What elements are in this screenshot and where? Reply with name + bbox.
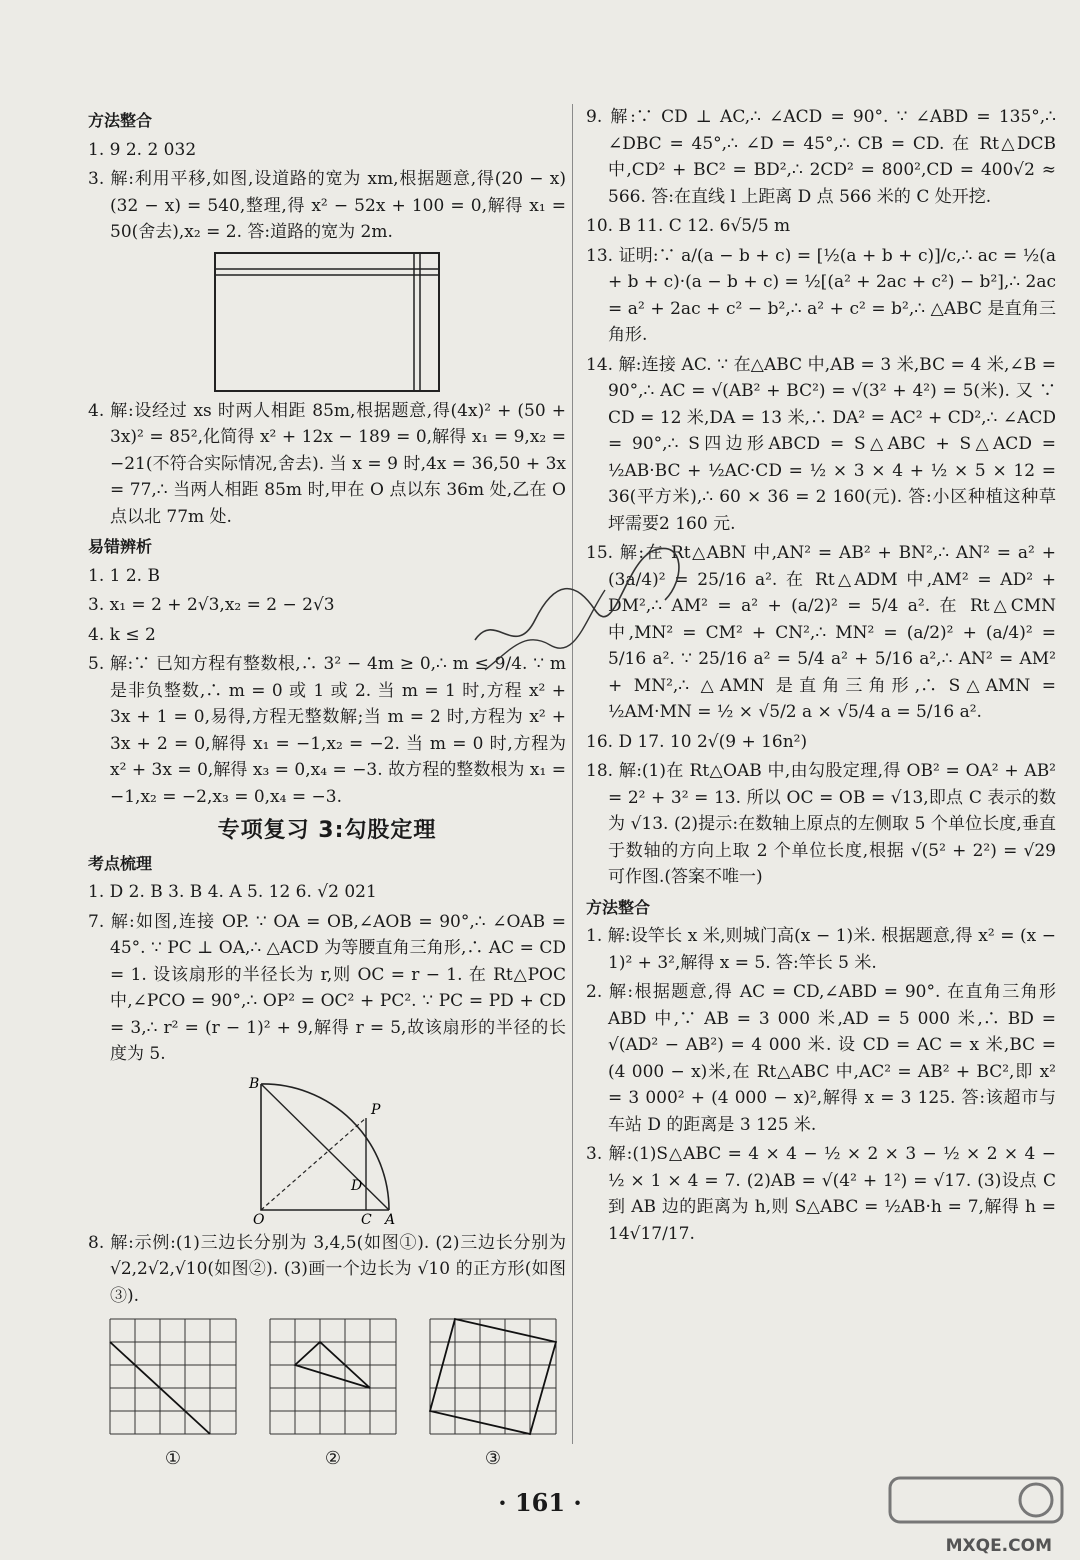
mistake-1-2: 1. 1 2. B	[88, 565, 160, 586]
point-8: 8. 解:示例:(1)三边长分别为 3,4,5(如图①). (2)三边长分别为 √2,2√2,√10(如图②). (3)画一个边长为 √10 的正方形(如图③).	[88, 1232, 566, 1306]
grid-figure-2	[268, 1317, 398, 1472]
column-divider	[572, 104, 573, 1444]
section-title-method: 方法整合	[88, 111, 153, 130]
answer-1-2: 1. 9 2. 2 032	[88, 139, 197, 160]
watermark-text: MXQE.COM	[945, 1536, 1052, 1556]
grid-label-1: ①	[164, 1447, 182, 1469]
mistake-4: 4. k ≤ 2	[88, 624, 156, 645]
method-2: 2. 解:根据题意,得 AC = CD,∠ABD = 90°. 在直角三角形 ABD 中,∵ AB = 3 000 米,AD = 5 000 米,∴ BD = √(AD² − AB²) = 4 000 米. 设 CD = AC = x 米,BC = (4 000 − x)米,在 Rt△ABC 中,AC² = AB² + BC²,即 x² = 3 000² + (4 000 − x)²,解得 x = 3 125. 答:该超市与车站 D 的距离是 3 125 米.	[586, 982, 1056, 1135]
topic-title: 专项复习 3:勾股定理	[217, 818, 437, 843]
mistake-3: 3. x₁ = 2 + 2√3,x₂ = 2 − 2√3	[88, 595, 335, 615]
grid-label-2: ②	[324, 1447, 342, 1469]
point-7: 7. 解:如图,连接 OP. ∵ OA = OB,∠AOB = 90°,∴ ∠OAB = 45°. ∵ PC ⊥ OA,∴ △ACD 为等腰直角三角形,∴ AC = CD = 1. 设该扇形的半径长为 r,则 OC = r − 1. 在 Rt△POC 中,∠PCO = 90°,∴ OP² = OC² + PC². ∵ PC = PD + CD = 3,∴ r² = (r − 1)² + 9,解得 r = 5,故该扇形的半径的长度为 5.	[88, 911, 566, 1064]
point-1-6: 1. D 2. B 3. B 4. A 5. 12 6. √2 021	[88, 882, 377, 902]
page-number: · 161 ·	[498, 1488, 582, 1517]
grid-figures	[108, 1317, 558, 1472]
method-1: 1. 解:设竿长 x 米,则城门高(x − 1)米. 根据题意,得 x² = (x − 1)² + 3²,解得 x = 5. 答:竿长 5 米.	[586, 926, 1056, 973]
section-title-method-2: 方法整合	[586, 897, 651, 917]
answer-18: 18. 解:(1)在 Rt△OAB 中,由勾股定理,得 OB² = OA² + AB² = 2² + 3² = 13. 所以 OC = OB = √13,即点 C 表示的数为 √13. (2)提示:在数轴上原点的左侧取 5 个单位长度,垂直于数轴的方向上取 2 个单位长度,根据 √(5² + 2²) = √29 可作图.(答案不唯一)	[586, 761, 1056, 887]
road-diagram	[214, 252, 440, 392]
answer-14: 14. 解:连接 AC. ∵ 在△ABC 中,AB = 3 米,BC = 4 米,∠B = 90°,∴ AC = √(AB² + BC²) = √(3² + 4²) = 5(米). 又 ∵ CD = 12 米,DA = 13 米,∴ DA² = AC² + CD²,∴ ∠ACD = 90°,∴ S四边形ABCD = S△ABC + S△ACD = ½AB·BC + ½AC·CD = ½ × 3 × 4 + ½ × 5 × 12 = 36(平方米),∴ 60 × 36 = 2 160(元). 答:小区种植这种草坪需要2 160 元.	[586, 354, 1056, 534]
answer-3: 3. 解:利用平移,如图,设道路的宽为 xm,根据题意,得(20 − x)(32 − x) = 540,整理,得 x² − 52x + 100 = 0,解得 x₁ = 50(舍去),x₂ = 2. 答:道路的宽为 2m.	[88, 169, 566, 242]
answer-13: 13. 证明:∵ a/(a − b + c) = [½(a + b + c)]/c,∴ ac = ½(a + b + c)·(a − b + c) = ½[(a² + 2ac + c²) − b²],∴ 2ac = a² + 2ac + c² − b²,∴ a² + c² = b²,∴ △ABC 是直角三角形.	[586, 245, 1056, 345]
grid-figure-3	[428, 1317, 558, 1472]
answer-4: 4. 解:设经过 xs 时两人相距 85m,根据题意,得(4x)² + (50 + 3x)² = 85²,化简得 x² + 12x − 189 = 0,解得 x₁ = 9,x₂ = −21(不符合实际情况,舍去). 当 x = 9 时,4x = 36,50 + 3x = 77,∴ 当两人相距 85m 时,甲在 O 点以东 36m 处,乙在 O 点以北 77m 处.	[88, 400, 566, 527]
answer-15: 15. 解:在 Rt△ABN 中,AN² = AB² + BN²,∴ AN² = a² + (3a/4)² = 25/16 a². 在 Rt△ADM 中,AM² = AD² + DM²,∴ AM² = a² + (a/2)² = 5/4 a². 在 Rt△CMN 中,MN² = CM² + CN²,∴ MN² = (a/2)² + (a/4)² = 5/16 a². ∵ 25/16 a² = 5/4 a² + 5/16 a²,∴ AN² = AM² + MN²,∴ △AMN 是直角三角形,∴ S△AMN = ½AM·MN = ½ × √5/2 a × √5/4 a = 5/16 a².	[586, 543, 1056, 722]
section-title-points: 考点梳理	[88, 853, 153, 873]
handwritten-scribble	[455, 520, 695, 680]
label-a: A	[385, 1211, 396, 1224]
left-column	[88, 104, 566, 1472]
grid-figure-1	[108, 1317, 238, 1472]
mistake-5: 5. 解:∵ 已知方程有整数根,∴ 3² − 4m ≥ 0,∴ m ≤ 9/4. ∵ m 是非负整数,∴ m = 0 或 1 或 2. 当 m = 1 时,方程 x² + 3x + 1 = 0,易得,方程无整数解;当 m = 2 时,方程为 x² + 3x + 2 = 0,解得 x₁ = −1,x₂ = −2. 当 m = 0 时,方程为 x² + 3x = 0,解得 x₃ = 0,x₄ = −3. 故方程的整数根为 x₁ = −1,x₂ = −2,x₃ = 0,x₄ = −3.	[88, 654, 566, 807]
sector-diagram	[247, 1074, 407, 1224]
label-o: O	[253, 1211, 265, 1224]
method-3: 3. 解:(1)S△ABC = 4 × 4 − ½ × 2 × 3 − ½ × 2 × 4 − ½ × 1 × 4 = 7. (2)AB = √(4² + 1²) = √17. (3)设点 C 到 AB 边的距离为 h,则 S△ABC = ½AB·h = 7,解得 h = 14√17/17.	[586, 1144, 1056, 1244]
answer-9: 9. 解:∵ CD ⊥ AC,∴ ∠ACD = 90°. ∵ ∠ABD = 135°,∴ ∠DBC = 45°,∴ ∠D = 45°,∴ CB = CD. 在 Rt△DCB 中,CD² + BC² = BD²,∴ 2CD² = 800²,CD = 400√2 ≈ 566. 答:在直线 l 上距离 D 点 566 米的 C 处开挖.	[586, 107, 1056, 207]
answer-16-17: 16. D 17. 10 2√(9 + 16n²)	[586, 731, 808, 752]
label-p: P	[371, 1101, 381, 1118]
label-b: B	[249, 1075, 260, 1092]
grid-label-3: ③	[484, 1447, 502, 1469]
label-c: C	[361, 1211, 372, 1224]
section-title-mistakes: 易错辨析	[88, 537, 153, 556]
label-d: D	[351, 1177, 363, 1194]
answer-10-12: 10. B 11. C 12. 6√5/5 m	[586, 216, 791, 236]
